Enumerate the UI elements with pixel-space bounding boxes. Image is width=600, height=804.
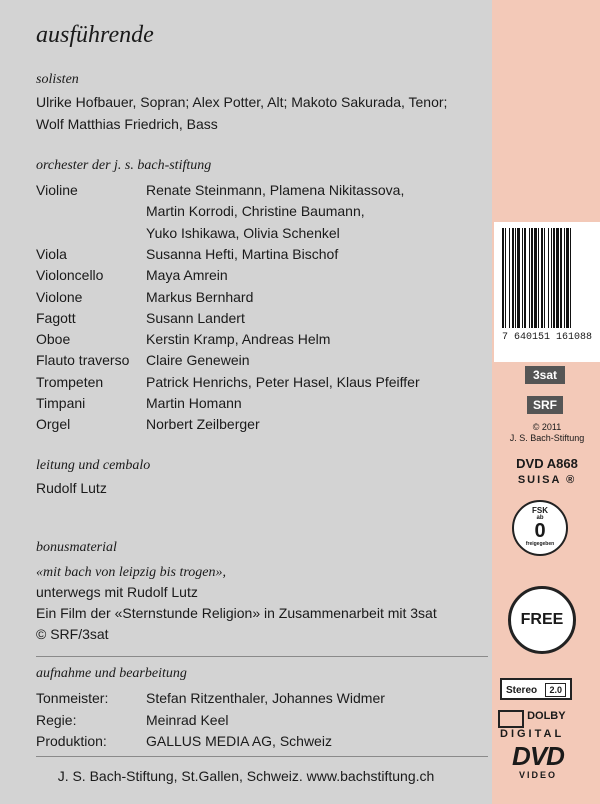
copyright-holder: J. S. Bach-Stiftung (509, 433, 585, 443)
logo-srf: SRF (527, 396, 563, 414)
dolby-double-d-icon (498, 710, 524, 728)
fsk-age: 0 (534, 520, 546, 542)
barcode-bar (522, 228, 523, 328)
barcode (494, 222, 600, 362)
fsk-freigegeben: freigegeben (525, 541, 555, 547)
copyright (494, 422, 600, 444)
bonus-line-1: unterwegs mit Rudolf Lutz (36, 584, 198, 600)
dvd-video-text: VIDEO (518, 770, 557, 780)
page-title: ausführende (36, 22, 154, 48)
fsk-label: FSK (532, 506, 548, 515)
dolby-digital-logo (498, 710, 576, 740)
free-region-badge: FREE (508, 586, 576, 654)
orchestra-players: Susanna Hefti, Martina Bischof (146, 245, 339, 262)
barcode-bar (548, 228, 549, 328)
section-heading-orchester: orchester der j. s. bach-stiftung (36, 158, 212, 173)
orchestra-players: Martin Homann (146, 395, 242, 411)
orchestra-instrument: Orgel (36, 416, 71, 433)
stereo-label: Stereo (506, 685, 538, 696)
orchestra-players: Claire Genewein (146, 352, 250, 369)
dolby-label: DOLBY (527, 710, 566, 722)
section-heading-leitung: leitung und cembalo (36, 458, 151, 473)
fsk-ab: ab (536, 515, 544, 521)
barcode-bar (524, 228, 526, 328)
dvd-catalog-number: DVD A868 (516, 456, 578, 471)
orchestra-players: Kerstin Kramp, Andreas Helm (146, 331, 331, 348)
stereo-badge (500, 678, 572, 700)
barcode-bar (502, 228, 504, 328)
solisten-line-1: Ulrike Hofbauer, Sopran; Alex Potter, Alt; Makoto Sakurada, Tenor; (36, 94, 448, 110)
recording-role: Tonmeister: (36, 690, 109, 706)
orchestra-instrument: Violone (36, 288, 83, 305)
orchestra-instrument: Violine (36, 182, 78, 198)
recording-role: Regie: (36, 711, 77, 728)
barcode-bar (553, 228, 555, 328)
orchestra-players: Norbert Zeilberger (146, 416, 260, 433)
logo-3sat: 3sat (525, 366, 565, 384)
barcode-bar (544, 228, 545, 328)
solisten-line-2: Wolf Matthias Friedrich, Bass (36, 116, 218, 132)
suisa-mark: SUISA ® (517, 474, 577, 486)
orchestra-players: Yuko Ishikawa, Olivia Schenkel (146, 224, 340, 241)
orchestra-instrument: Trompeten (36, 373, 104, 390)
section-heading-bonus: bonusmaterial (36, 540, 117, 555)
dolby-digital-label: DIGITAL (500, 728, 565, 740)
section-heading-solisten: solisten (36, 72, 79, 87)
copyright-year: © 2011 (532, 422, 562, 432)
barcode-bar (560, 228, 562, 328)
leitung-name: Rudolf Lutz (36, 480, 107, 496)
orchestra-players: Markus Bernhard (146, 288, 254, 305)
barcode-bar (541, 228, 543, 328)
barcode-bar (517, 228, 520, 328)
barcode-number: 7 640151 161088 (501, 332, 592, 343)
barcode-bar (551, 228, 552, 328)
fsk-rating-badge (512, 500, 568, 556)
dvd-video-logo (498, 742, 578, 794)
barcode-bar (509, 228, 510, 328)
orchestra-instrument: Flauto traverso (36, 352, 130, 369)
bonus-film-title: «mit bach von leipzig bis trogen», (36, 565, 227, 580)
divider (36, 656, 488, 657)
bonus-line-2: Ein Film der «Sternstunde Religion» in Zusammenarbeit mit 3sat (36, 605, 437, 621)
orchestra-instrument: Fagott (36, 309, 76, 326)
barcode-bars (502, 228, 592, 328)
orchestra-instrument: Oboe (36, 331, 71, 348)
orchestra-players: Patrick Henrichs, Peter Hasel, Klaus Pfeiffer (146, 373, 420, 390)
orchestra-instrument: Viola (36, 245, 67, 262)
orchestra-players: Maya Amrein (146, 267, 228, 284)
divider (36, 756, 488, 757)
barcode-bar (512, 228, 514, 328)
orchestra-instrument: Violoncello (36, 267, 104, 284)
orchestra-players: Susann Landert (146, 309, 245, 326)
footer-address: J. S. Bach-Stiftung, St.Gallen, Schweiz. www.bachstiftung.ch (57, 768, 435, 784)
recording-role: Produktion: (36, 733, 107, 749)
section-heading-aufnahme: aufnahme und bearbeitung (36, 666, 187, 681)
bonus-line-3: © SRF/3sat (36, 626, 109, 642)
dvd-logo-text: DVD (512, 741, 564, 771)
orchestra-players: Renate Steinmann, Plamena Nikitassova, (146, 182, 405, 198)
barcode-bar (566, 228, 569, 328)
barcode-bar (556, 228, 559, 328)
barcode-bar (529, 228, 530, 328)
barcode-bar (534, 228, 537, 328)
recording-names: Stefan Ritzenthaler, Johannes Widmer (146, 690, 385, 706)
barcode-bar (515, 228, 516, 328)
barcode-bar (564, 228, 565, 328)
recording-names: Meinrad Keel (146, 711, 229, 728)
orchestra-instrument: Timpani (36, 395, 86, 411)
barcode-bar (570, 228, 571, 328)
barcode-bar (531, 228, 533, 328)
barcode-bar (505, 228, 506, 328)
stereo-channels: 2.0 (545, 683, 566, 697)
recording-names: GALLUS MEDIA AG, Schweiz (146, 733, 332, 749)
orchestra-players: Martin Korrodi, Christine Baumann, (146, 203, 365, 220)
barcode-bar (538, 228, 539, 328)
